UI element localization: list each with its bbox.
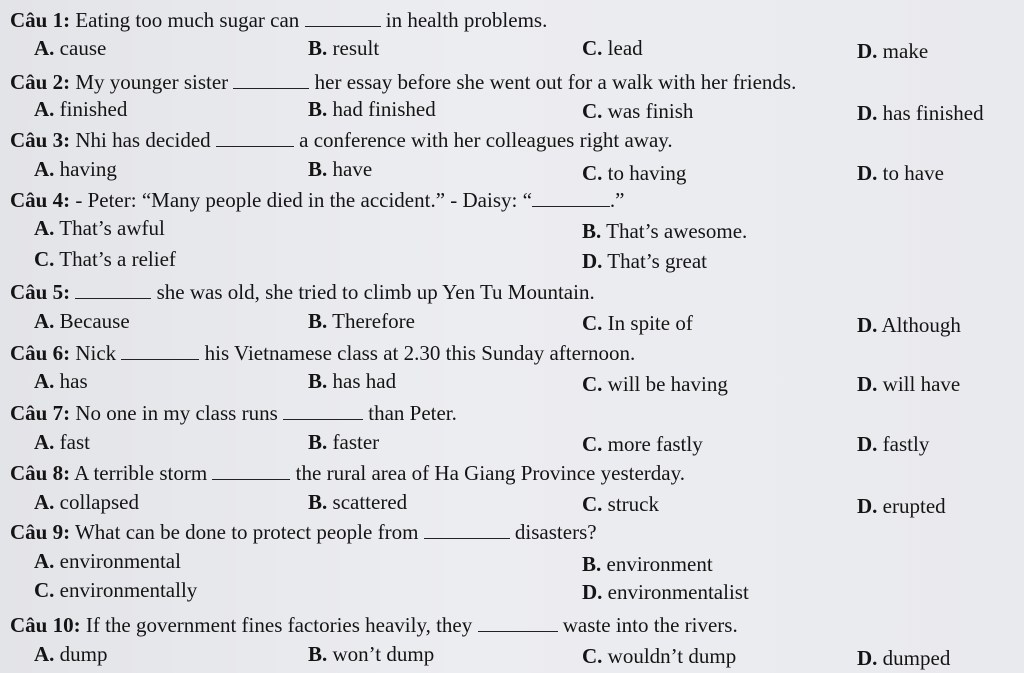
option-text: had finished (327, 97, 436, 121)
option-a[interactable] (34, 309, 130, 333)
question-number: Câu 4: (10, 188, 71, 212)
option-b[interactable] (308, 97, 436, 121)
option-d[interactable] (582, 580, 749, 604)
option-text: will be having (602, 372, 728, 396)
option-b[interactable] (582, 552, 713, 576)
question-text-before: Nhi has decided (70, 128, 216, 152)
answer-blank (233, 70, 309, 89)
option-letter: D. (857, 39, 878, 63)
question-3 (10, 128, 673, 152)
option-letter: A. (34, 97, 55, 121)
option-letter: D. (857, 372, 878, 396)
option-letter: C. (582, 644, 603, 668)
question-text-before: Nick (70, 341, 122, 365)
option-letter: C. (34, 578, 55, 602)
answer-blank (212, 461, 290, 480)
option-c[interactable] (34, 578, 197, 602)
option-letter: C. (34, 247, 55, 271)
option-d[interactable] (582, 249, 707, 273)
option-text: result (327, 36, 380, 60)
option-text: faster (327, 430, 380, 454)
option-text: Because (54, 309, 130, 333)
option-d[interactable] (857, 646, 950, 670)
option-letter: A. (34, 549, 55, 573)
option-b[interactable] (308, 490, 407, 514)
question-9 (10, 520, 597, 544)
option-letter: B. (582, 552, 602, 576)
question-number: Câu 8: (10, 461, 71, 485)
option-d[interactable] (857, 313, 961, 337)
option-d[interactable] (857, 372, 960, 396)
option-letter: C. (582, 161, 603, 185)
option-text: has had (327, 369, 397, 393)
answer-blank (216, 128, 294, 147)
question-text-after: his Vietnamese class at 2.30 this Sunday afternoon. (199, 341, 636, 365)
answer-blank (478, 613, 558, 632)
option-b[interactable] (308, 309, 415, 333)
option-letter: C. (582, 492, 603, 516)
option-text: finished (54, 97, 128, 121)
option-letter: A. (34, 430, 55, 454)
option-letter: A. (34, 642, 55, 666)
option-text: That’s great (602, 249, 708, 273)
option-text: has (54, 369, 88, 393)
option-d[interactable] (857, 432, 929, 456)
option-text: fastly (877, 432, 930, 456)
option-text: environment (601, 552, 713, 576)
question-2 (10, 70, 796, 94)
option-letter: D. (857, 313, 878, 337)
option-c[interactable] (582, 311, 693, 335)
option-letter: B. (582, 219, 602, 243)
question-text-before: A terrible storm (70, 461, 213, 485)
question-10 (10, 613, 738, 637)
option-letter: C. (582, 311, 603, 335)
question-text-after: a conference with her colleagues right away. (293, 128, 673, 152)
question-text-before: My younger sister (70, 70, 234, 94)
option-text: more fastly (602, 432, 703, 456)
option-d[interactable] (857, 39, 928, 63)
option-b[interactable] (308, 642, 434, 666)
option-letter: B. (308, 490, 328, 514)
option-d[interactable] (857, 494, 946, 518)
option-letter: B. (308, 309, 328, 333)
option-a[interactable] (34, 369, 88, 393)
option-letter: C. (582, 99, 603, 123)
option-text: to having (602, 161, 687, 185)
question-7 (10, 401, 457, 425)
option-d[interactable] (857, 101, 984, 125)
option-a[interactable] (34, 36, 106, 60)
option-text: cause (54, 36, 107, 60)
option-text: lead (602, 36, 643, 60)
question-text-after: she was old, she tried to climb up Yen Tu Mountain. (151, 280, 595, 304)
option-text: Although (877, 313, 961, 337)
option-letter: C. (582, 36, 603, 60)
option-b[interactable] (582, 219, 747, 243)
question-text-before: Eating too much sugar can (70, 8, 305, 32)
question-number: Câu 7: (10, 401, 71, 425)
option-b[interactable] (308, 157, 372, 181)
option-b[interactable] (308, 369, 396, 393)
question-text-before: - Peter: “Many people died in the accident.” - Daisy: “ (70, 188, 532, 212)
question-text-before: No one in my class runs (70, 401, 283, 425)
option-letter: D. (857, 101, 878, 125)
question-number: Câu 5: (10, 280, 71, 304)
option-c[interactable] (582, 161, 686, 185)
option-letter: A. (34, 216, 55, 240)
option-letter: D. (582, 249, 603, 273)
option-c[interactable] (582, 36, 643, 60)
option-letter: C. (582, 432, 603, 456)
question-1 (10, 8, 547, 32)
option-c[interactable] (582, 644, 736, 668)
option-letter: A. (34, 369, 55, 393)
option-letter: B. (308, 36, 328, 60)
option-a[interactable] (34, 430, 90, 454)
question-text-after: her essay before she went out for a walk with her friends. (309, 70, 797, 94)
option-text: dump (54, 642, 108, 666)
question-4 (10, 188, 625, 212)
option-text: scattered (327, 490, 408, 514)
option-a[interactable] (34, 157, 117, 181)
option-text: fast (54, 430, 90, 454)
answer-blank (532, 188, 610, 207)
option-letter: A. (34, 157, 55, 181)
option-letter: A. (34, 490, 55, 514)
question-text-after: the rural area of Ha Giang Province yesterday. (290, 461, 685, 485)
option-b[interactable] (308, 36, 379, 60)
answer-blank (121, 341, 199, 360)
option-letter: C. (582, 372, 603, 396)
question-number: Câu 3: (10, 128, 71, 152)
option-text: In spite of (602, 311, 693, 335)
question-number: Câu 6: (10, 341, 71, 365)
option-text: That’s awesome. (601, 219, 748, 243)
question-5 (10, 280, 595, 304)
answer-blank (424, 520, 510, 539)
option-text: won’t dump (327, 642, 435, 666)
option-text: dumped (877, 646, 951, 670)
option-letter: D. (857, 494, 878, 518)
option-text: environmentally (54, 578, 198, 602)
option-letter: B. (308, 97, 328, 121)
question-number: Câu 2: (10, 70, 71, 94)
answer-blank (283, 401, 363, 420)
option-a[interactable] (34, 490, 139, 514)
option-a[interactable] (34, 642, 108, 666)
option-letter: D. (857, 646, 878, 670)
option-text: having (54, 157, 117, 181)
answer-blank (305, 8, 381, 27)
option-text: to have (877, 161, 944, 185)
option-text: Therefore (327, 309, 415, 333)
question-text-before: If the government fines factories heavily, they (80, 613, 478, 637)
question-number: Câu 9: (10, 520, 71, 544)
option-text: environmental (54, 549, 181, 573)
question-text-after: .” (609, 188, 625, 212)
answer-blank (75, 280, 151, 299)
question-number: Câu 1: (10, 8, 71, 32)
option-letter: B. (308, 369, 328, 393)
question-8 (10, 461, 685, 485)
option-letter: B. (308, 642, 328, 666)
option-a[interactable] (34, 549, 181, 573)
option-text: will have (877, 372, 961, 396)
option-text: That’s awful (54, 216, 165, 240)
question-6 (10, 341, 635, 365)
option-letter: D. (857, 432, 878, 456)
option-letter: B. (308, 157, 328, 181)
question-text-after: than Peter. (363, 401, 457, 425)
option-text: collapsed (54, 490, 139, 514)
option-text: erupted (877, 494, 946, 518)
option-text: wouldn’t dump (602, 644, 737, 668)
option-letter: B. (308, 430, 328, 454)
option-b[interactable] (308, 430, 379, 454)
option-text: struck (602, 492, 659, 516)
option-text: have (327, 157, 373, 181)
option-letter: D. (582, 580, 603, 604)
question-text-before: What can be done to protect people from (70, 520, 424, 544)
question-text-after: disasters? (509, 520, 597, 544)
option-text: was finish (602, 99, 694, 123)
option-c[interactable] (582, 492, 659, 516)
option-c[interactable] (582, 372, 728, 396)
option-c[interactable] (34, 247, 176, 271)
question-text-after: waste into the rivers. (557, 613, 738, 637)
option-text: environmentalist (602, 580, 749, 604)
option-c[interactable] (582, 99, 693, 123)
option-text: That’s a relief (54, 247, 176, 271)
option-a[interactable] (34, 97, 127, 121)
option-letter: A. (34, 309, 55, 333)
question-number: Câu 10: (10, 613, 81, 637)
option-c[interactable] (582, 432, 703, 456)
option-letter: D. (857, 161, 878, 185)
option-d[interactable] (857, 161, 944, 185)
option-letter: A. (34, 36, 55, 60)
option-a[interactable] (34, 216, 165, 240)
option-text: has finished (877, 101, 984, 125)
question-text-after: in health problems. (380, 8, 548, 32)
option-text: make (877, 39, 929, 63)
